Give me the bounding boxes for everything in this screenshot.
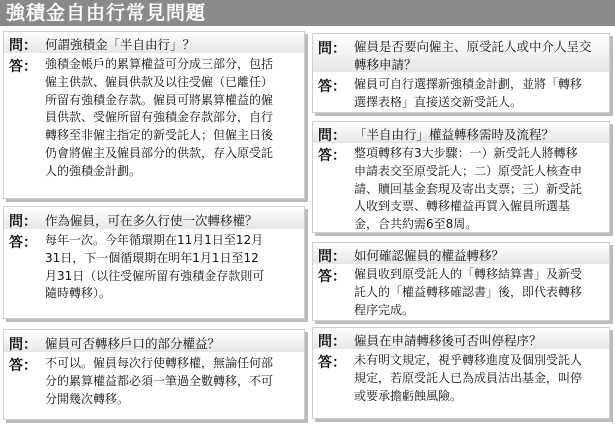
answer-text xyxy=(354,145,603,234)
answer-line: 強積金帳戶的累算權益可分成三部分，包括 xyxy=(45,57,274,71)
answer-prefix: 答： xyxy=(9,59,37,75)
question-prefix: 問： xyxy=(9,214,37,230)
question-prefix: 問： xyxy=(318,249,346,265)
answer-line: 人收到支票、轉移權益再買入僱員所選基 xyxy=(354,199,571,214)
answer-line: 規定，若原受託人已為成員沽出基金，叫停 xyxy=(354,370,583,385)
question-prefix: 問： xyxy=(318,334,346,350)
faq-card-4 xyxy=(312,33,610,113)
answer-line: 31日，下一個循環期在明年1月1日至12 xyxy=(45,250,259,265)
answer-line: 未有明文規定，視乎轉移進度及個別受託人 xyxy=(354,353,583,367)
question-line: 僱員是否要向僱主、原受託人或中介人呈交 xyxy=(354,39,592,54)
question-prefix: 問： xyxy=(318,41,346,57)
faq-card-1 xyxy=(3,31,305,199)
answer-line: 整項轉移有3大步驟：一）新受託人將轉移 xyxy=(354,146,578,160)
faq-card-5 xyxy=(312,121,610,233)
answer-line: 仍會將僱主及僱員部分的供款，存入原受託 xyxy=(45,145,274,160)
answer-text xyxy=(45,56,298,181)
answer-text xyxy=(354,266,603,319)
answer-line: 申請表交至原受託人；二）原受託人核查申 xyxy=(354,163,583,178)
answer-line: 月31日（以往受僱所留有強積金存款則可 xyxy=(45,268,265,283)
answer-line: 員供款、受僱所留有強積金存款部分，自行 xyxy=(45,110,274,125)
answer-line: 分的累算權益都必須一筆過全數轉移，不可 xyxy=(45,373,274,388)
answer-line: 或要承擔虧蝕風險。 xyxy=(354,388,463,403)
answer-line: 程序完成。 xyxy=(354,302,415,317)
question-text: 僱員可否轉移戶口的部分權益？ xyxy=(45,336,221,351)
title-bar xyxy=(0,0,615,26)
question-text: 何謂強積金「半自由行」？ xyxy=(45,37,196,52)
question-prefix: 問： xyxy=(318,128,346,144)
page-title: 強積金自由行常見問題 xyxy=(6,2,207,24)
question-text xyxy=(354,38,603,74)
answer-prefix: 答： xyxy=(318,355,346,371)
question-text: 僱員在申請轉移後可否叫停程序？ xyxy=(354,333,542,348)
answer-line: 分開幾次轉移。 xyxy=(45,391,130,406)
faq-card-3 xyxy=(3,329,305,420)
answer-text xyxy=(45,232,298,303)
answer-line: 僱員可自行選擇新強積金計劃，並將「轉移 xyxy=(354,77,583,91)
answer-prefix: 答： xyxy=(318,269,346,285)
answer-line: 隨時轉移）。 xyxy=(45,286,112,301)
answer-prefix: 答： xyxy=(318,148,346,164)
question-prefix: 問： xyxy=(9,337,37,353)
answer-prefix: 答： xyxy=(9,358,37,374)
question-text: 如何確認僱員的權益轉移？ xyxy=(354,248,505,263)
answer-line: 託人的「權益轉移確認書」後，即代表轉移 xyxy=(354,284,583,299)
answer-line: 所留有強積金存款。僱員可將累算權益的僱 xyxy=(45,92,274,107)
answer-line: 選擇表格」直接送交新受託人。 xyxy=(354,94,523,109)
answer-line: 每年一次。今年循環期在11月1日至12月 xyxy=(45,233,264,247)
question-text: 「半自由行」權益轉移需時及流程？ xyxy=(354,127,555,142)
answer-line: 僱員收到原受託人的「轉移結算書」及新受 xyxy=(354,267,583,281)
answer-line: 僱主供款、僱員供款及以往受僱（已離任） xyxy=(45,74,274,89)
question-prefix: 問： xyxy=(9,38,37,54)
answer-text xyxy=(354,352,603,405)
answer-line: 人的強積金計劃。 xyxy=(45,163,142,178)
answer-text xyxy=(354,76,603,112)
answer-text xyxy=(45,355,298,408)
answer-line: 不可以。僱員每次行使轉移權，無論任何部 xyxy=(45,356,274,370)
answer-line: 金，合共約需6至8周。 xyxy=(354,217,478,232)
answer-prefix: 答： xyxy=(9,235,37,251)
answer-prefix: 答： xyxy=(318,79,346,95)
faq-card-6 xyxy=(312,242,610,321)
question-text: 作為僱員，可在多久行使一次轉移權？ xyxy=(45,213,258,228)
faq-card-2 xyxy=(3,206,305,319)
question-line: 轉移申請？ xyxy=(354,57,417,72)
answer-line: 請、贖回基金套現及寄出支票；三）新受託 xyxy=(354,181,583,196)
faq-card-7 xyxy=(312,327,610,419)
answer-line: 轉移至非僱主指定的新受託人；但僱主日後 xyxy=(45,128,274,143)
